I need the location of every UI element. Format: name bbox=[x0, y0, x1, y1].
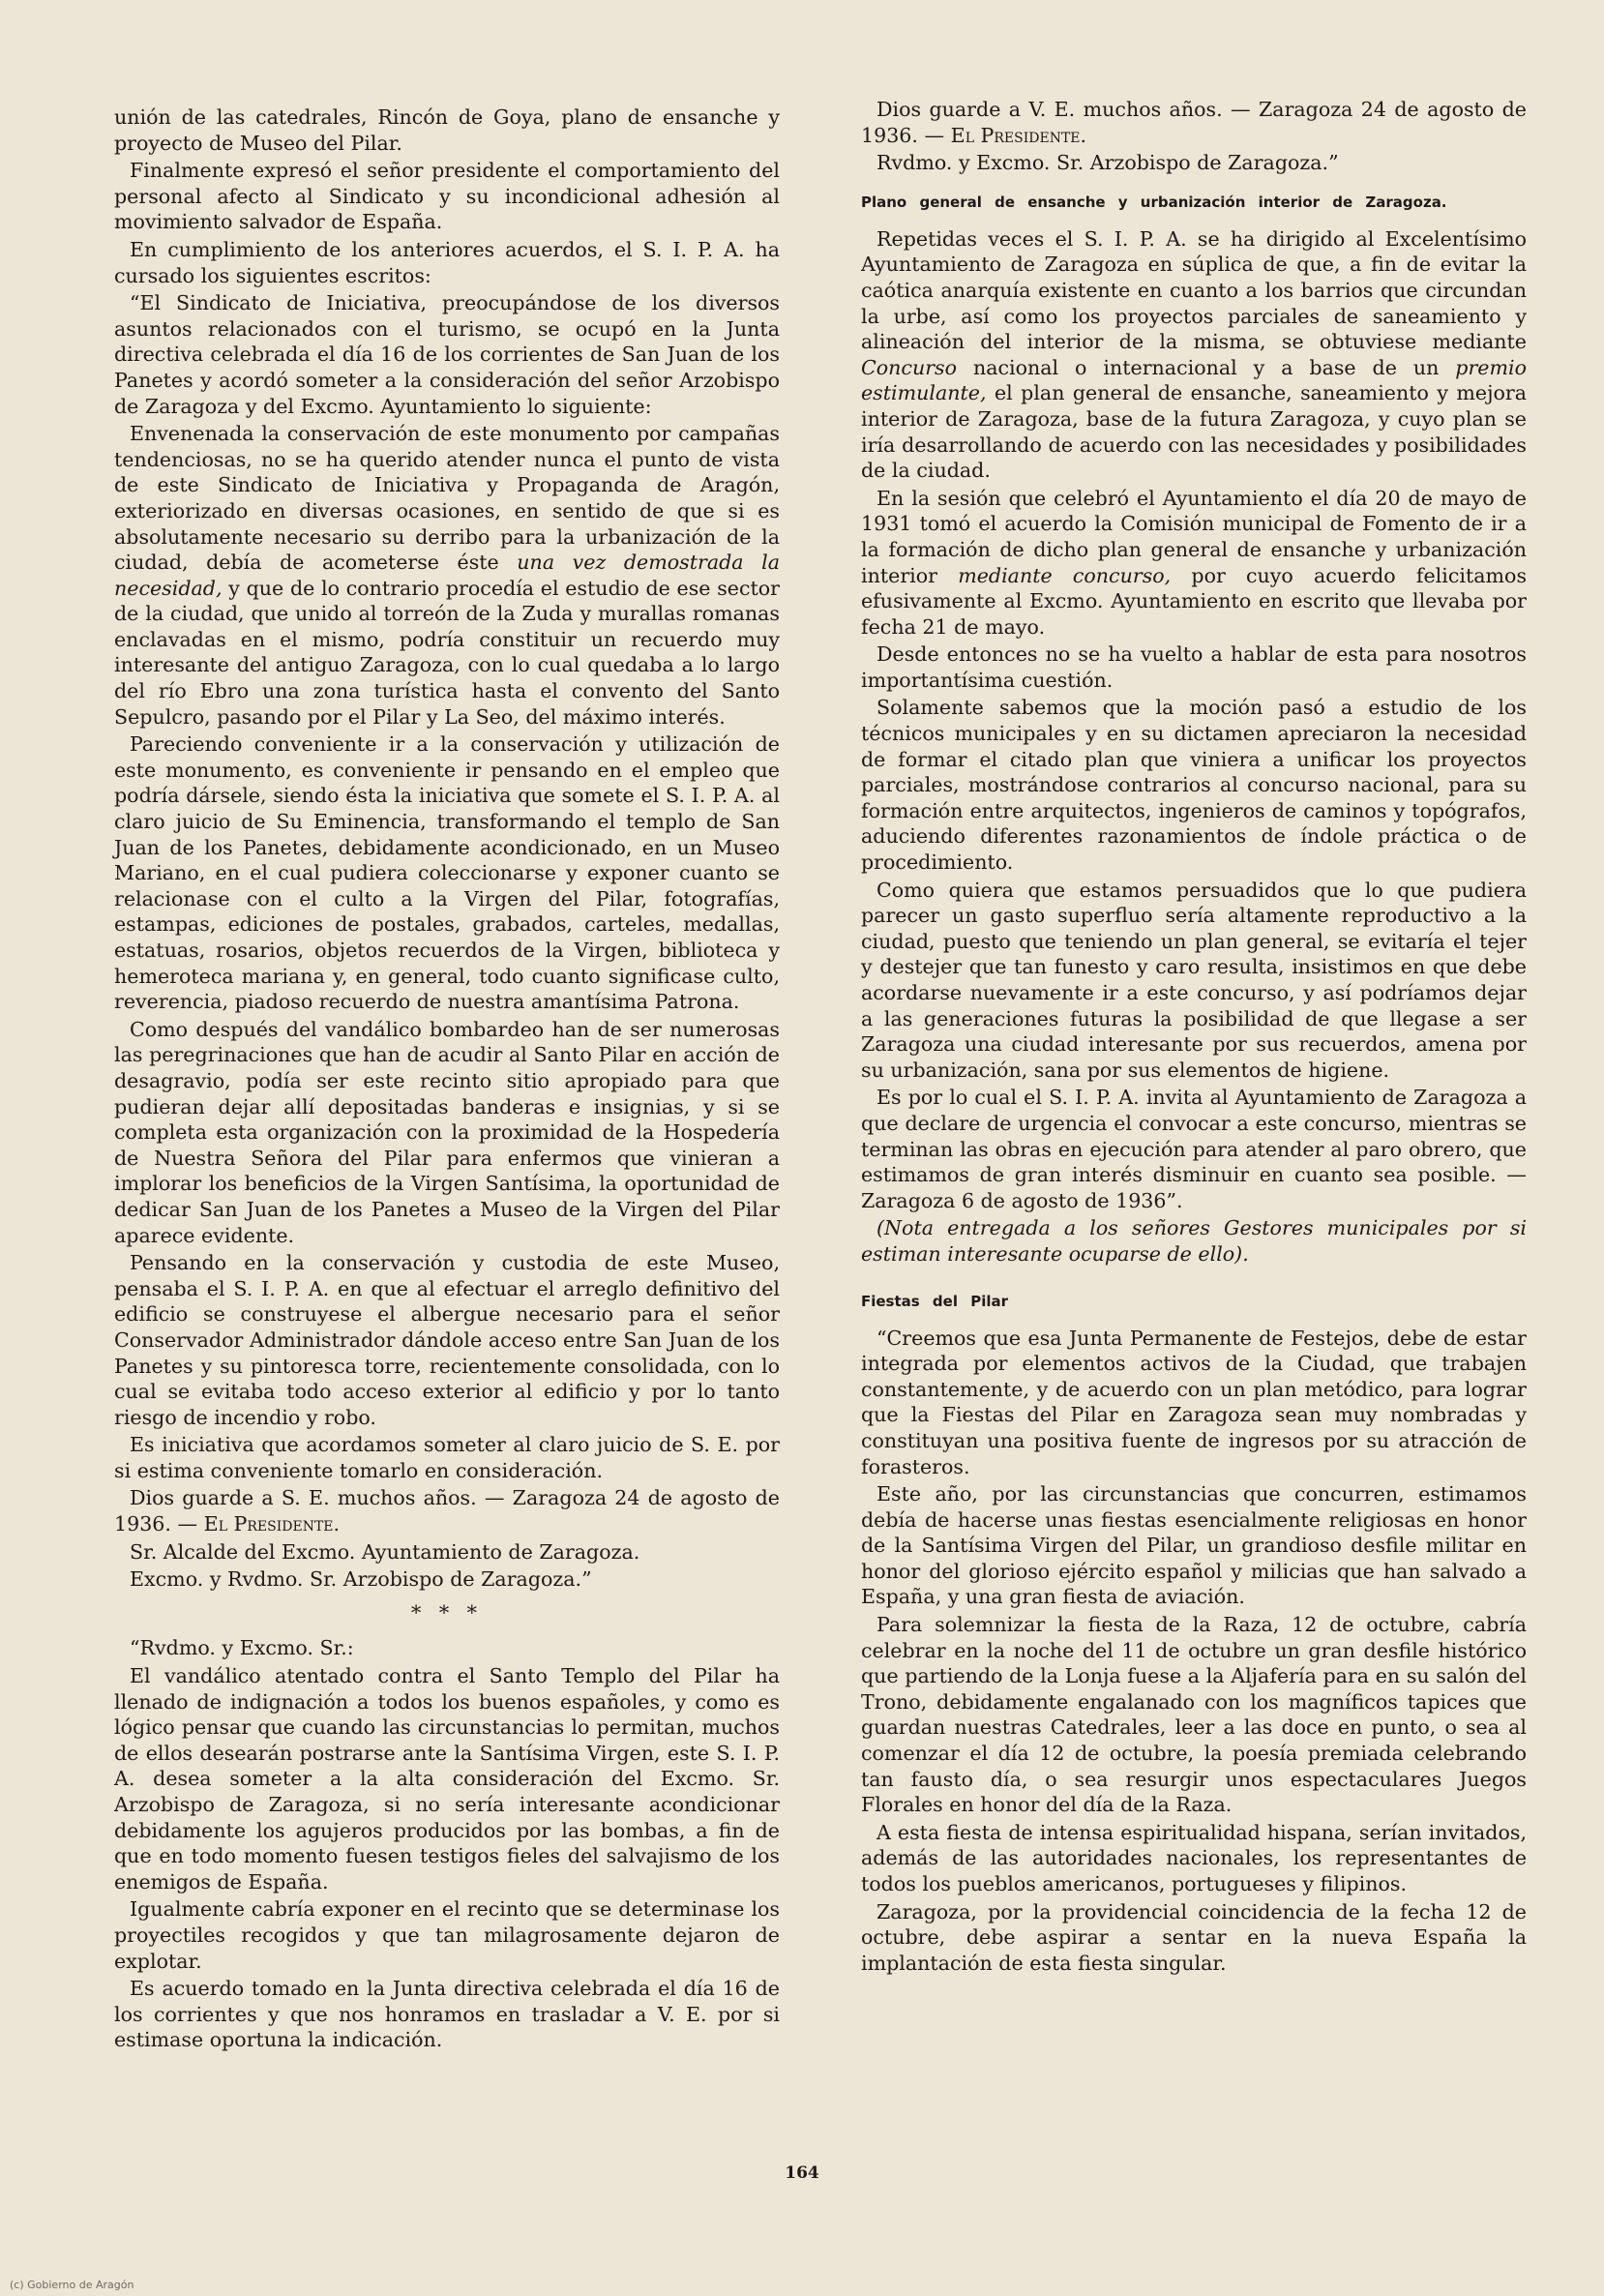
paragraph: Pareciendo conveniente ir a la conservación y utilización de este monumento, es conveniente ir pensando en el empleo que podría dársele, siendo ésta la iniciativa que somete el S. I. P. A. al claro juicio de Su Eminencia, transformando el templo de San Juan de los Panetes, debidamente acondicionado, en un Museo Mariano, en el cual pudiera coleccionarse y exponer cuanto se relacionase con el culto a la Virgen del Pilar, fotografías, estampas, ediciones de postales, grabados, carteles, medallas, estatuas, rosarios, objetos recuerdos de la Virgen, biblioteca y hemeroteca mariana y, en general, todo cuanto significase culto, reverencia, piadoso recuerdo de nuestra amantísima Patrona. bbox=[114, 732, 780, 1014]
emphasis: una vez demostrada la necesidad, bbox=[114, 551, 780, 600]
paragraph: “Rvdmo. y Excmo. Sr.: bbox=[130, 1636, 354, 1660]
right-column bbox=[861, 97, 1527, 1978]
paragraph: Repetidas veces el S. I. P. A. se ha dirigido al Excelentísimo Ayuntamiento de Zaragoza en súplica de que, a fin de evitar la caótica anarquía existente en cuanto a los barrios que circundan la urbe, así como los proyectos parciales de saneamiento y alineación del interior de la misma, se obtuviese mediante Concurso nacional o internacional y a base de un premio estimulante, el plan general de ensanche, saneamiento y mejora interior de Zaragoza, base de la futura Zaragoza, y cuyo plan se iría desarrollando de acuerdo con las necesidades y posibilidades de la ciudad. bbox=[861, 226, 1528, 483]
paragraph: unión de las catedrales, Rincón de Goya, plano de ensanche y proyecto de Museo del Pilar. bbox=[114, 105, 780, 155]
paragraph: Es iniciativa que acordamos someter al claro juicio de S. E. por si estima conveniente tomarlo en consideración. bbox=[114, 1433, 780, 1482]
paragraph: Como después del vandálico bombardeo han de ser numerosas las peregrinaciones que han de acudir al Santo Pilar en acción de desagravio, podía ser este recinto sitio apropiado para que pudieran dejar allí depositadas banderas e insignias, y si se completa esta organización con la proximidad de la Hospedería de Nuestra Señora del Pilar para enfermos que vinieran a implorar los beneficios de la Virgen Santísima, la oportunidad de dedicar San Juan de los Panetes a Museo de la Virgen del Pilar aparece evidente. bbox=[114, 1017, 780, 1247]
paragraph: Zaragoza, por la providencial coincidencia de la fecha 12 de octubre, debe aspirar a sentar en la nueva España la implantación de esta fiesta singular. bbox=[861, 1899, 1527, 1975]
left-column bbox=[114, 104, 780, 2055]
signature: El Presidente. bbox=[203, 1512, 341, 1536]
paragraph: Envenenada la conservación de este monumento por campañas tendenciosas, no se ha querido atender nunca el punto de vista de este Sindicato de Iniciativa y Propaganda de Aragón, exteriorizado en diversas ocasiones, en sentido de que si es absolutamente necesario su derribo para la urbanización de la ciudad, debía de acometerse éste una vez demostrada la necesidad, y que de lo contrario procedía el estudio de ese sector de la ciudad, que unido al torreón de la Zuda y murallas romanas enclavadas en el mismo, podría constituir un recuerdo muy interesante del antiguo Zaragoza, con lo cual quedaba a lo largo del río Ebro una zona turística hasta el convento del Santo Sepulcro, pasando por el Pilar y La Seo, del máximo interés. bbox=[114, 422, 780, 729]
paragraph: Es acuerdo tomado en la Junta directiva celebrada el día 16 de los corrientes y que nos honramos en trasladar a V. E. por si estimase oportuna la indicación. bbox=[114, 1977, 780, 2052]
paragraph: Para solemnizar la fiesta de la Raza, 12 de octubre, cabría celebrar en la noche del 11 de octubre un gran desfile histórico que partiendo de la Lonja fuese a la Aljafería para en su salón del Trono, debidamente engalanado con los magníficos tapices que guardan nuestras Catedrales, leer a las doce en punto, o sea al comenzar el día 12 de octubre, la poesía premiada celebrando tan fausto día, o sea resurgir unos espectaculares Juegos Florales en honor del día de la Raza. bbox=[861, 1613, 1527, 1817]
paragraph: En la sesión que celebró el Ayuntamiento el día 20 de mayo de 1931 tomó el acuerdo la Comisión municipal de Fomento de ir a la formación de dicho plan general de ensanche y urbanización interior mediante concurso, por cuyo acuerdo felicitamos efusivamente al Excmo. Ayuntamiento en escrito que llevaba por fecha 21 de mayo. bbox=[861, 486, 1528, 639]
signature: El Presidente. bbox=[950, 123, 1087, 147]
paragraph: A esta fiesta de intensa espiritualidad hispana, serían invitados, además de las autoridades nacionales, los representantes de todos los pueblos americanos, portugueses y filipinos. bbox=[861, 1820, 1527, 1895]
section-separator: * * * bbox=[411, 1600, 483, 1625]
paragraph: En cumplimiento de los anteriores acuerdos, el S. I. P. A. ha cursado los siguientes escritos: bbox=[114, 237, 780, 287]
paragraph: “El Sindicato de Iniciativa, preocupándose de los diversos asuntos relacionados con el turismo, se ocupó en la Junta directiva celebrada el día 16 de los corrientes de San Juan de los Panetes y acordó someter a la consideración del señor Arzobispo de Zaragoza y del Excmo. Ayuntamiento lo siguiente: bbox=[114, 291, 780, 418]
paragraph: Desde entonces no se ha vuelto a hablar de esta para nosotros importantísima cuestión. bbox=[861, 642, 1527, 692]
paragraph: Finalmente expresó el señor presidente el comportamiento del personal afecto al Sindicato y su incondicional adhesión al movimiento salvador de España. bbox=[114, 159, 780, 234]
paragraph: Igualmente cabría exponer en el recinto que se determinase los proyectiles recogidos y que tan milagrosamente dejaron de explotar. bbox=[114, 1897, 780, 1973]
paragraph: Excmo. y Rvdmo. Sr. Arzobispo de Zaragoza.” bbox=[130, 1567, 592, 1592]
paragraph: Rvdmo. y Excmo. Sr. Arzobispo de Zaragoza.” bbox=[876, 151, 1339, 175]
section-heading-fiestas: Fiestas del Pilar bbox=[861, 1292, 1009, 1310]
paragraph: Dios guarde a V. E. muchos años. — Zaragoza 24 de agosto de 1936. — El Presidente. bbox=[861, 98, 1527, 147]
note: (Nota entregada a los señores Gestores municipales por si estiman interesante ocuparse de ello). bbox=[861, 1216, 1527, 1266]
paragraph: Solamente sabemos que la moción pasó a estudio de los técnicos municipales y en su dictamen apreciaron la necesidad de formar el citado plan que viniera a unificar los proyectos parciales, mostrándose contrarios al concurso nacional, para su formación entre arquitectos, ingenieros de caminos y topógrafos, aduciendo diferentes razonamientos de índole práctica o de procedimiento. bbox=[861, 696, 1527, 875]
copyright-credit: (c) Gobierno de Aragón bbox=[10, 2279, 134, 2291]
page-number: 164 bbox=[785, 2163, 819, 2183]
paragraph: Este año, por las circunstancias que concurren, estimamos debía de hacerse unas fiestas esencialmente religiosas en honor de la Santísima Virgen del Pilar, un grandioso desfile militar en honor del glorioso ejército español y milicias que han salvado a España, y una gran fiesta de aviación. bbox=[861, 1482, 1527, 1609]
paragraph: El vandálico atentado contra el Santo Templo del Pilar ha llenado de indignación a todos los buenos españoles, y como es lógico pensar que cuando las circunstancias lo permitan, muchos de ellos desearán postrarse ante la Santísima Virgen, este S. I. P. A. desea someter a la alta consideración del Excmo. Sr. Arzobispo de Zaragoza, si no sería interesante acondicionar debidamente los agujeros producidos por las bombas, a fin de que en todo momento fuesen testigos fieles del salvajismo de los enemigos de España. bbox=[114, 1664, 780, 1893]
paragraph: Como quiera que estamos persuadidos que lo que pudiera parecer un gasto superfluo sería altamente reproductivo a la ciudad, puesto que teniendo un plan general, se evitaría el tejer y destejer que tan funesto y caro resulta, insistimos en que debe acordarse nuevamente ir a este concurso, y así podríamos dejar a las generaciones futuras la posibilidad de que llegase a ser Zaragoza una ciudad interesante por sus recuerdos, amena por su urbanización, sana por sus elementos de higiene. bbox=[861, 878, 1527, 1082]
paragraph: “Creemos que esa Junta Permanente de Festejos, debe de estar integrada por elementos activos de la Ciudad, que trabajen constantemente, y de acuerdo con un plan metódico, para lograr que la Fiestas del Pilar en Zaragoza sean muy nombradas y constituyan una positiva fuente de ingresos por su atracción de forasteros. bbox=[861, 1326, 1527, 1478]
paragraph: Pensando en la conservación y custodia de este Museo, pensaba el S. I. P. A. en que al efectuar el arreglo definitivo del edificio se construyese el albergue necesario para el señor Conservador Administrador dándole acceso entre San Juan de los Panetes y su pintoresca torre, recientemente consolidada, con lo cual se evitaba todo acceso exterior al edificio y por lo tanto riesgo de incendio y robo. bbox=[114, 1251, 780, 1429]
paragraph: Sr. Alcalde del Excmo. Ayuntamiento de Zaragoza. bbox=[130, 1539, 640, 1564]
section-heading-plano: Plano general de ensanche y urbanización interior de Zaragoza. bbox=[861, 193, 1447, 211]
paragraph: Dios guarde a S. E. muchos años. — Zaragoza 24 de agosto de 1936. — El Presidente. bbox=[114, 1486, 780, 1536]
paragraph: Es por lo cual el S. I. P. A. invita al Ayuntamiento de Zaragoza a que declare de urgencia el convocar a este concurso, mientras se terminan las obras en ejecución para atender al paro obrero, que estimamos de gran interés disminuir en cuanto sea posible. — Zaragoza 6 de agosto de 1936”. bbox=[861, 1086, 1527, 1212]
